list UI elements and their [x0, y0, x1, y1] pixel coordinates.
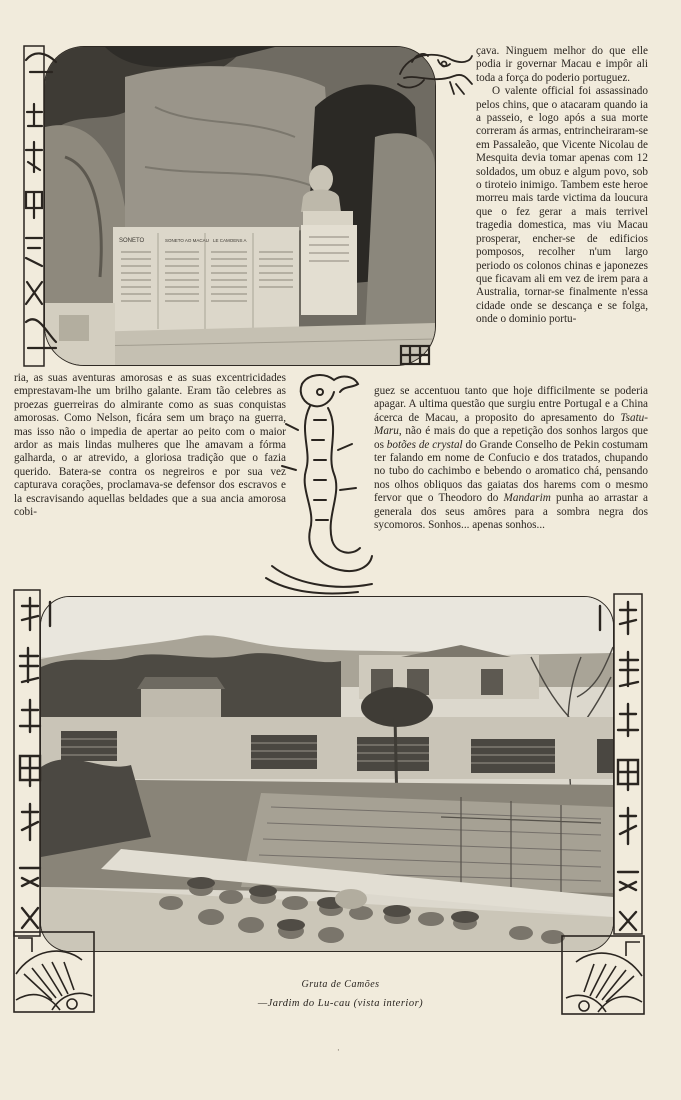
- caption-grotto: Gruta de Camões: [301, 979, 380, 990]
- dragon-head-ornament: [394, 44, 474, 96]
- grotto-photo: [44, 46, 436, 366]
- paragraph-3-part3: do Grande Conselho de Pekin costumam ter falando em nome de Confucio e dos tratados, chupando no tubo do cachimbo e bebendo o aromatico chá, pensando nos olhos obliquos das gaiatas dos harems com o mesmo fervor que o Theodoro do: [374, 438, 649, 505]
- plaque-label-3: LE CAMOENS A: [213, 238, 247, 243]
- article-right-column-mid: [374, 385, 648, 532]
- garden-photo: [40, 596, 614, 952]
- dragon-column-ornament: [262, 370, 378, 596]
- paragraph-2: O valente official foi assassinado pelos chins, que o atacaram quando ia a passeio, e logo após a sua morte correram ás armas, entrincheiraram-se em Passaleão, que Vicente Nicolau de Mesquita devia tomar apenas com 12 soldados, um obuz e algum povo, sob o tiroteio inimigo. Tambem este heroe morreu mais tarde victima da loucura que o fez gerar a mais terrivel tragedia domestica, mas viu Macau prosperar, encher-se de edificios pomposos, recolher n'um largo periodo os colonos chinas e japonezes que ficavam ali em vez de irem para a Australia, tornar-se finalmente n'essa cidade onde se descança e se folga, onde o dominio portu-: [476, 85, 648, 326]
- crystal-buttons-term: botões de crystal: [386, 438, 463, 451]
- right-ornament-column-bottom: [590, 590, 648, 940]
- paragraph-3-lead: guez se accentuou tanto que hoje difficilmente se poderia apagar. A ultima questão que surgiu entre Portugal e a China ácerca de Macau, a proposito do apresamento do: [374, 385, 648, 424]
- glyph-ornament-small: [398, 342, 434, 368]
- paragraph-3-part2: , não é mais do que a repetição dos sonhos largos que os: [374, 425, 648, 451]
- caption-garden: —Jardim do Lu-cau (vista interior): [257, 998, 424, 1009]
- paragraph-3: [374, 385, 648, 532]
- plaque-label-1: SONETO: [119, 238, 145, 244]
- plaque-label-2: SONETO AO MACAU: [165, 238, 209, 243]
- paragraph-1: çava. Ninguem melhor do que elle podia ir governar Macau e impôr ali toda a força do poderio portuguez.: [476, 45, 648, 84]
- article-left-column: [14, 372, 286, 519]
- left-ornament-column-bottom: [10, 586, 72, 942]
- paragraph-left: ria, as suas aventuras amorosas e as suas excentricidades emprestavam-lhe um brilho galante. Eram tão celebres as proezas guerreiras do almirante como as suas conquistas amorosas. Como Nelson, ficára sem um braço na guerra, mas isso não o impedia de apertar ao peito com o maior ardor as mais lindas mulheres que lhe amavam a fórma galharda, o ar atrevido, a gloriosa tradição que o fazia querido. Batera-se contra os negreiros e por sua vez capturava corações, proclamava-se defensor dos escravos e la escravisando aquellas beldades que a sua ancia amorosa cobi-: [14, 372, 286, 519]
- left-ornament-column-top: [16, 42, 72, 370]
- ship-name: Tsatu-Maru: [374, 411, 648, 438]
- mandarim-title: Mandarim: [503, 492, 551, 505]
- paragraph-3-end: punha ao arrastar a generala dos seus amôres para a sombra negra dos sycomoros. Sonhos... apenas sonhos...: [374, 492, 648, 532]
- article-right-column-top: [476, 45, 648, 327]
- print-mark: ·: [337, 1046, 340, 1056]
